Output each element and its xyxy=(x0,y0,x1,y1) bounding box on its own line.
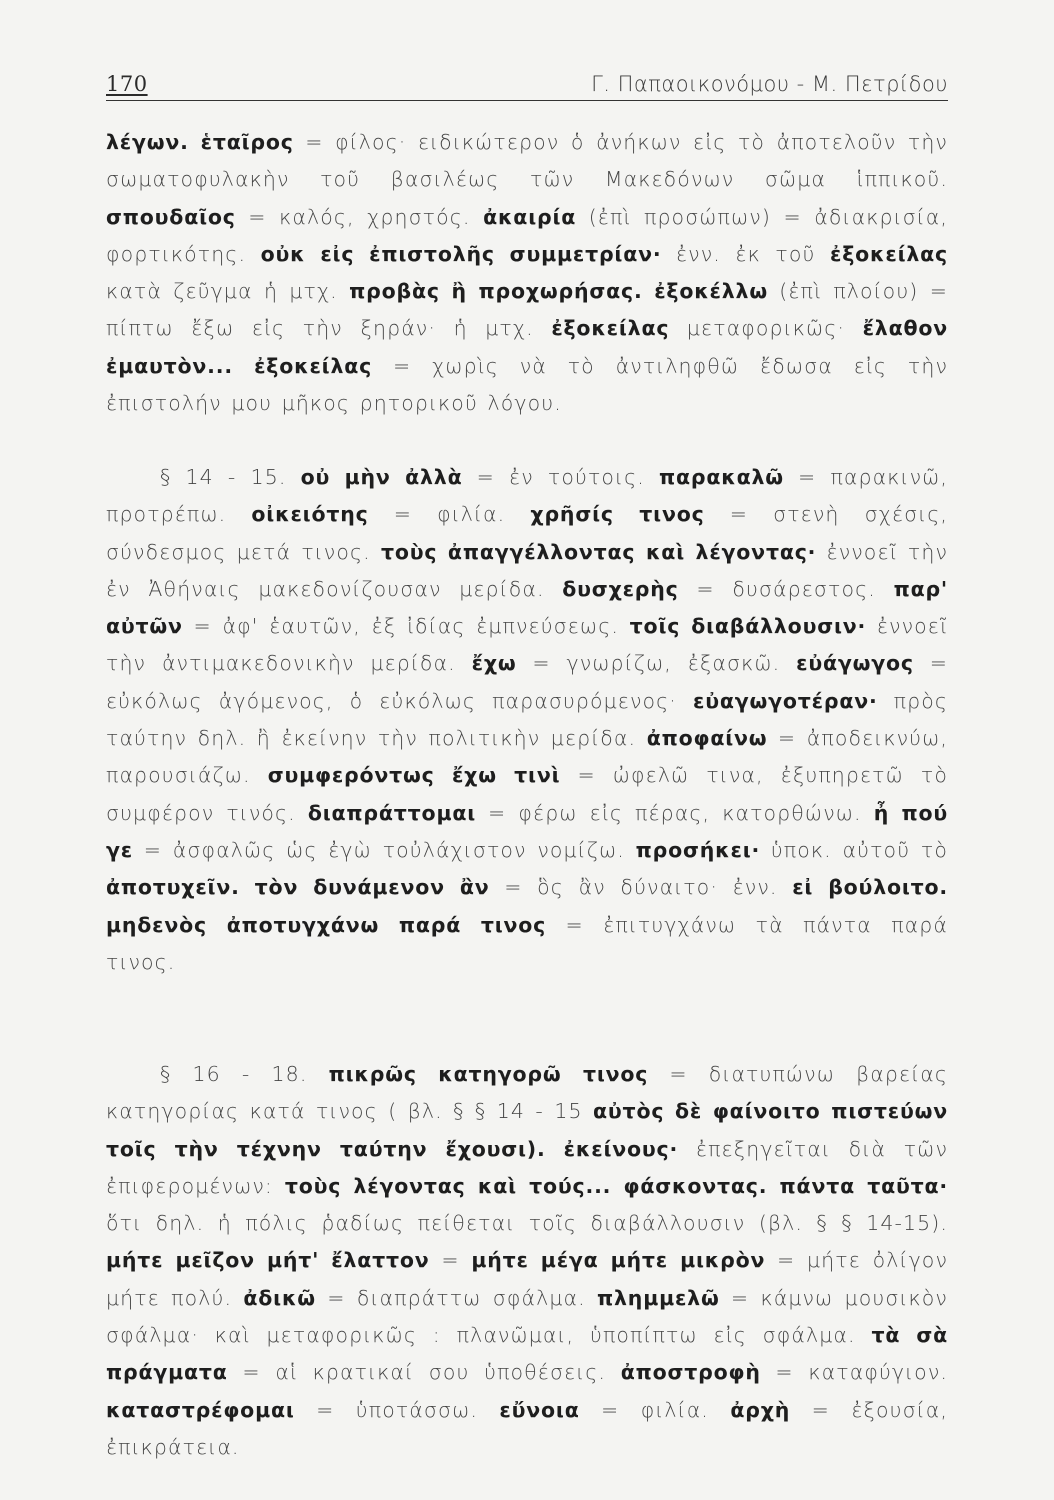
gloss-text: ἐννοεῖ τὴν ἀντιμακεδονικὴν μερίδα. xyxy=(106,614,948,676)
lemma-term: ἐξοκείλας xyxy=(830,241,948,266)
commentary-paragraph-2 xyxy=(106,459,948,981)
gloss-text: μεταφορικῶς· xyxy=(669,316,863,341)
gloss-text: = παρακινῶ, προτρέπω. xyxy=(106,465,949,527)
lemma-term: τοὺς ἀπαγγέλλοντας καὶ λέγοντας· xyxy=(381,539,817,564)
lemma-term: ἀρχὴ xyxy=(730,1397,791,1422)
gloss-text: = καλός, χρηστός. xyxy=(235,204,484,229)
gloss-text: ὅτι δηλ. ἡ πόλις ῥαδίως πείθεται τοῖς διαβάλλουσιν (βλ. § § 14-15). xyxy=(106,1211,948,1236)
commentary-paragraph-1 xyxy=(106,124,948,422)
gloss-text: = αἱ κρατικαί σου ὑποθέσεις. xyxy=(227,1360,621,1385)
gloss-text: = φίλος· ειδικώτερον ὁ ἀνήκων εἰς τὸ ἀποτελοῦν τὴν σωματοφυλακὴν τοῦ βασιλέως τῶν Μακεδόνων σῶμα ἱππικοῦ. xyxy=(106,130,948,192)
lemma-term: συμφερόντως ἔχω τινὶ xyxy=(267,763,561,788)
lemma-term: αὐτὸς δὲ φαίνοιτο πιστεύων τοῖς τὴν τέχνην ταύτην ἔχουσι). ἐκείνους· xyxy=(106,1099,948,1161)
lemma-term: μήτε μέγα μήτε μικρὸν xyxy=(471,1248,766,1273)
lemma-term: ἀποτυχεῖν. τὸν δυνάμενον ἂν xyxy=(106,875,490,900)
lemma-term: ἦ πού γε xyxy=(106,800,949,862)
gloss-text: = ἐπιτυγχάνω τὰ πάντα παρά τινος. xyxy=(106,912,948,974)
gloss-text: κατὰ ζεῦγμα ἡ μτχ. xyxy=(106,279,350,304)
lemma-term: ἔλαθον ἐμαυτὸν... ἐξοκείλας xyxy=(106,316,948,378)
lemma-term: ἔχω xyxy=(471,651,517,676)
gloss-text: = διαπράττω σφάλμα. xyxy=(315,1285,598,1310)
lemma-term: χρῆσίς τινος xyxy=(530,502,705,527)
gloss-text: = ἐν τούτοις. xyxy=(462,465,659,489)
gloss-text: = διατυπώνω βαρείας κατηγορίας κατά τινος ( βλ. § § 14 - 15 xyxy=(106,1062,948,1124)
lemma-term: εὐαγωγοτέραν· xyxy=(693,688,878,713)
lemma-term: τοῖς διαβάλλουσιν· xyxy=(629,614,867,639)
lemma-term: εἰ βούλοιτο. μηδενὸς ἀποτυγχάνω παρά τινος xyxy=(106,875,948,937)
gloss-text: § 14 - 15. xyxy=(160,465,301,489)
gloss-text: = καταφύγιον. xyxy=(760,1360,948,1385)
lemma-term: διαπράττομαι xyxy=(307,800,476,825)
gloss-text: = ἀφ' ἑαυτῶν, ἐξ ἰδίας ἐμπνεύσεως. xyxy=(182,614,630,639)
gloss-text: = φιλία. xyxy=(579,1397,731,1422)
lemma-term: παρακαλῶ xyxy=(659,465,784,489)
lemma-term: ἀποφαίνω xyxy=(646,726,768,751)
lemma-term: εὐάγωγος xyxy=(796,651,914,676)
lemma-term: τὰ σὰ πράγματα xyxy=(106,1323,949,1385)
lemma-term: μήτε μεῖζον μήτ' ἔλαττον xyxy=(106,1248,430,1273)
lemma-term: καταστρέφομαι xyxy=(106,1397,295,1422)
lemma-term: εὔνοια xyxy=(499,1397,580,1422)
lemma-term: δυσχερὴς xyxy=(562,576,679,601)
lemma-term: ἀδικῶ xyxy=(243,1285,316,1310)
commentary-paragraph-3 xyxy=(106,1056,948,1466)
lemma-term: τοὺς λέγοντας καὶ τούς... φάσκοντας. πάντα ταῦτα· xyxy=(284,1173,948,1198)
gloss-text: (ἐπὶ προσώπων) = ἀδιακρισία, φορτικότης. xyxy=(106,204,948,266)
lemma-term: ἀκαιρία xyxy=(483,204,577,229)
lemma-term: σπουδαῖος xyxy=(106,204,236,229)
gloss-text: = ὃς ἂν δύναιτο· ἐνν. xyxy=(489,875,793,900)
gloss-text: = μήτε ὀλίγον μήτε πολύ. xyxy=(106,1248,948,1310)
lemma-term: οὐκ εἰς ἐπιστολῆς συμμετρίαν· xyxy=(260,241,662,266)
lemma-term: πικρῶς κατηγορῶ τινος xyxy=(328,1062,649,1086)
gloss-text: (ἐπὶ πλοίου) = πίπτω ἔξω εἰς τὴν ξηράν· ἡ μτχ. xyxy=(106,279,948,341)
gloss-text: πρὸς ταύτην δηλ. ἢ ἐκείνην τὴν πολιτικὴν μερίδα. xyxy=(106,688,948,751)
gloss-text: = ἀσφαλῶς ὡς ἐγὼ τοὐλάχιστον νομίζω. xyxy=(132,837,636,862)
lemma-term: ἐξοκείλας xyxy=(551,316,670,341)
lemma-term: ἀποστροφὴ xyxy=(620,1360,761,1385)
gloss-text: ἐνν. ἐκ τοῦ xyxy=(661,241,831,266)
gloss-text: = γνωρίζω, ἐξασκῶ. xyxy=(516,651,797,676)
lemma-term: προβὰς ἢ προχωρήσας. ἐξοκέλλω xyxy=(349,279,768,304)
gloss-text: = δυσάρεστος. xyxy=(678,576,894,601)
lemma-term: λέγων. ἑταῖρος xyxy=(106,130,294,154)
page-number: 170 xyxy=(106,72,148,96)
gloss-text: = στενὴ σχέσις, σύνδεσμος μετά τινος. xyxy=(106,502,949,564)
gloss-text: = xyxy=(429,1248,472,1273)
gloss-text: = φέρω εἰς πέρας, κατορθώνω. xyxy=(476,800,874,825)
lemma-term: προσήκει· xyxy=(635,837,761,862)
lemma-term: οὐ μὴν ἀλλὰ xyxy=(300,465,463,489)
page-header xyxy=(106,70,948,101)
lemma-term: οἰκειότης xyxy=(251,502,369,527)
gloss-text: = φιλία. xyxy=(368,502,531,527)
gloss-text: § 16 - 18. xyxy=(160,1062,329,1086)
gloss-text: = χωρὶς νὰ τὸ ἀντιληφθῶ ἔδωσα εἰς τὴν ἐπιστολήν μου μῆκος ρητορικοῦ λόγου. xyxy=(106,353,948,416)
gloss-text: = κάμνω μουσικὸν σφάλμα· καὶ μεταφορικῶς : πλανῶμαι, ὑποπίπτω εἰς σφάλμα. xyxy=(106,1285,948,1348)
gloss-text: = ὠφελῶ τινα, ἐξυπηρετῶ τὸ συμφέρον τινός. xyxy=(106,763,948,825)
gloss-text: = ἐξουσία, ἐπικράτεια. xyxy=(106,1397,948,1459)
lemma-term: πλημμελῶ xyxy=(597,1285,720,1310)
gloss-text: ἐπεξηγεῖται διὰ τῶν ἐπιφερομένων: xyxy=(106,1136,948,1198)
running-head: Γ. Παπαοικονόμου - Μ. Πετρίδου xyxy=(591,72,948,96)
gloss-text: = ἀποδεικνύω, παρουσιάζω. xyxy=(106,726,948,788)
gloss-text: = εὐκόλως ἀγόμενος, ὁ εὐκόλως παρασυρόμενος· xyxy=(106,651,948,713)
gloss-text: = ὑποτάσσω. xyxy=(294,1397,500,1422)
gloss-text: ἐννοεῖ τὴν ἐν Ἀθήναις μακεδονίζουσαν μερίδα. xyxy=(106,539,949,601)
gloss-text: ὑποκ. αὐτοῦ τὸ xyxy=(760,837,948,862)
lemma-term: παρ' αὐτῶν xyxy=(106,576,949,639)
